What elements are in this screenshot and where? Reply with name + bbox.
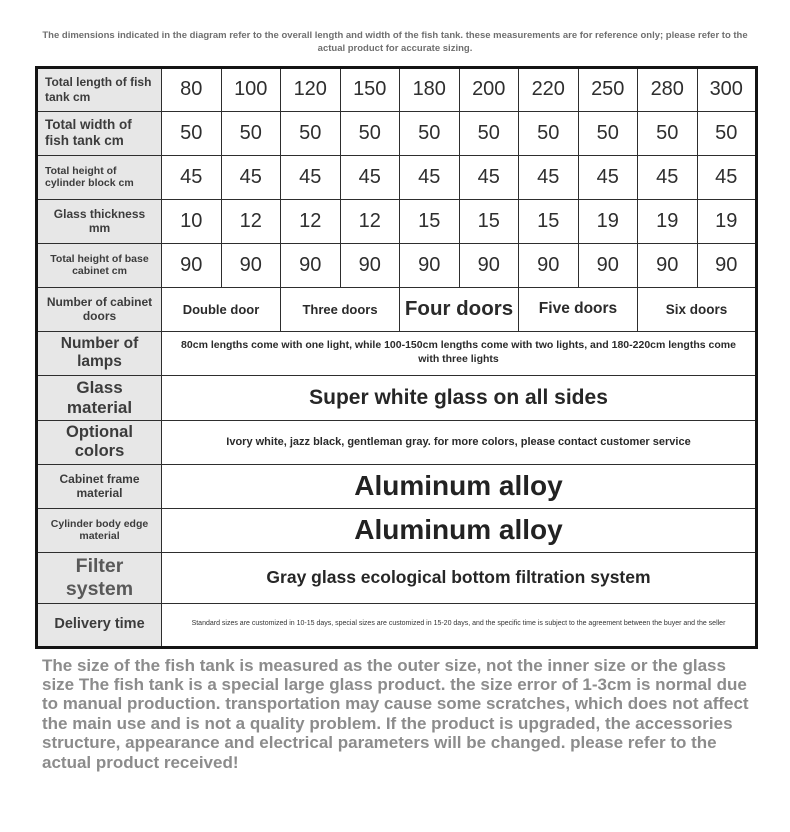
spec-row: [37, 603, 757, 647]
row-label: Number of lamps: [37, 331, 162, 375]
value-cell: 90: [519, 243, 579, 287]
value-cell: 50: [340, 111, 400, 155]
value-cell: 150: [340, 67, 400, 111]
spec-row: [37, 552, 757, 603]
value-cell: 50: [162, 111, 222, 155]
value-cell: 80cm lengths come with one light, while 100-150cm lengths come with two lights, and 180-220cm lengths come with three lights: [162, 331, 757, 375]
spec-sheet-page: [0, 30, 790, 772]
spec-row: [37, 287, 757, 331]
value-cell: Standard sizes are customized in 10-15 days, special sizes are customized in 15-20 days, and the specific time is subject to the agreement between the buyer and the seller: [162, 603, 757, 647]
value-cell: 300: [697, 67, 757, 111]
row-label: Glass thickness mm: [37, 199, 162, 243]
spec-table-body: [37, 67, 757, 647]
value-cell: 90: [162, 243, 222, 287]
value-cell: 50: [578, 111, 638, 155]
value-cell: 90: [221, 243, 281, 287]
value-cell: 45: [400, 155, 460, 199]
value-cell: 50: [519, 111, 579, 155]
value-cell: 90: [281, 243, 341, 287]
value-cell: Three doors: [281, 287, 400, 331]
value-cell: 250: [578, 67, 638, 111]
spec-row: [37, 420, 757, 464]
value-cell: 12: [221, 199, 281, 243]
value-cell: 45: [519, 155, 579, 199]
value-cell: 90: [400, 243, 460, 287]
value-cell: 45: [340, 155, 400, 199]
row-label: Total height of cylinder block cm: [37, 155, 162, 199]
value-cell: Ivory white, jazz black, gentleman gray. for more colors, please contact customer service: [162, 420, 757, 464]
value-cell: 45: [459, 155, 519, 199]
row-label: Cabinet frame material: [37, 464, 162, 508]
spec-row: [37, 375, 757, 420]
value-cell: Four doors: [400, 287, 519, 331]
value-cell: Five doors: [519, 287, 638, 331]
spec-row: [37, 199, 757, 243]
value-cell: Gray glass ecological bottom filtration system: [162, 552, 757, 603]
value-cell: 15: [400, 199, 460, 243]
row-label: Total width of fish tank cm: [37, 111, 162, 155]
value-cell: 280: [638, 67, 698, 111]
value-cell: 50: [638, 111, 698, 155]
value-cell: 80: [162, 67, 222, 111]
row-label: Delivery time: [37, 603, 162, 647]
value-cell: 120: [281, 67, 341, 111]
row-label: Total length of fish tank cm: [37, 67, 162, 111]
value-cell: 45: [697, 155, 757, 199]
spec-row: [37, 155, 757, 199]
row-label: Optional colors: [37, 420, 162, 464]
value-cell: Super white glass on all sides: [162, 375, 757, 420]
value-cell: 90: [697, 243, 757, 287]
row-label: Filter system: [37, 552, 162, 603]
value-cell: 90: [638, 243, 698, 287]
value-cell: 100: [221, 67, 281, 111]
value-cell: 19: [638, 199, 698, 243]
row-label: Cylinder body edge material: [37, 508, 162, 552]
row-label: Glass material: [37, 375, 162, 420]
value-cell: 50: [697, 111, 757, 155]
spec-row: [37, 508, 757, 552]
value-cell: 45: [281, 155, 341, 199]
value-cell: 19: [578, 199, 638, 243]
value-cell: 200: [459, 67, 519, 111]
product-disclaimer-note: The size of the fish tank is measured as the outer size, not the inner size or the glass size The fish tank is a special large glass product. the size error of 1-3cm is normal due to manual production. transportation may cause some scratches, which does not affect the main use and is not a quality problem. If the product is upgraded, the accessories structure, appearance and electrical parameters will be changed. please refer to the actual product received!: [42, 655, 749, 772]
value-cell: 19: [697, 199, 757, 243]
value-cell: 90: [340, 243, 400, 287]
value-cell: 45: [578, 155, 638, 199]
value-cell: 90: [578, 243, 638, 287]
value-cell: Double door: [162, 287, 281, 331]
value-cell: Aluminum alloy: [162, 464, 757, 508]
spec-row: [37, 331, 757, 375]
spec-row: [37, 243, 757, 287]
value-cell: 90: [459, 243, 519, 287]
value-cell: 12: [340, 199, 400, 243]
spec-row: [37, 67, 757, 111]
spec-table: [35, 66, 758, 649]
spec-row: [37, 464, 757, 508]
value-cell: Six doors: [638, 287, 757, 331]
value-cell: 12: [281, 199, 341, 243]
row-label: Total height of base cabinet cm: [37, 243, 162, 287]
value-cell: 180: [400, 67, 460, 111]
value-cell: 45: [638, 155, 698, 199]
value-cell: 50: [459, 111, 519, 155]
value-cell: 45: [221, 155, 281, 199]
value-cell: 50: [221, 111, 281, 155]
value-cell: Aluminum alloy: [162, 508, 757, 552]
size-disclaimer-note: The dimensions indicated in the diagram refer to the overall length and width of the fish tank. these measurements are for reference only; please refer to the actual product for accurate sizing.: [42, 30, 748, 54]
spec-row: [37, 111, 757, 155]
value-cell: 45: [162, 155, 222, 199]
value-cell: 50: [400, 111, 460, 155]
value-cell: 50: [281, 111, 341, 155]
value-cell: 220: [519, 67, 579, 111]
value-cell: 15: [459, 199, 519, 243]
value-cell: 10: [162, 199, 222, 243]
row-label: Number of cabinet doors: [37, 287, 162, 331]
value-cell: 15: [519, 199, 579, 243]
